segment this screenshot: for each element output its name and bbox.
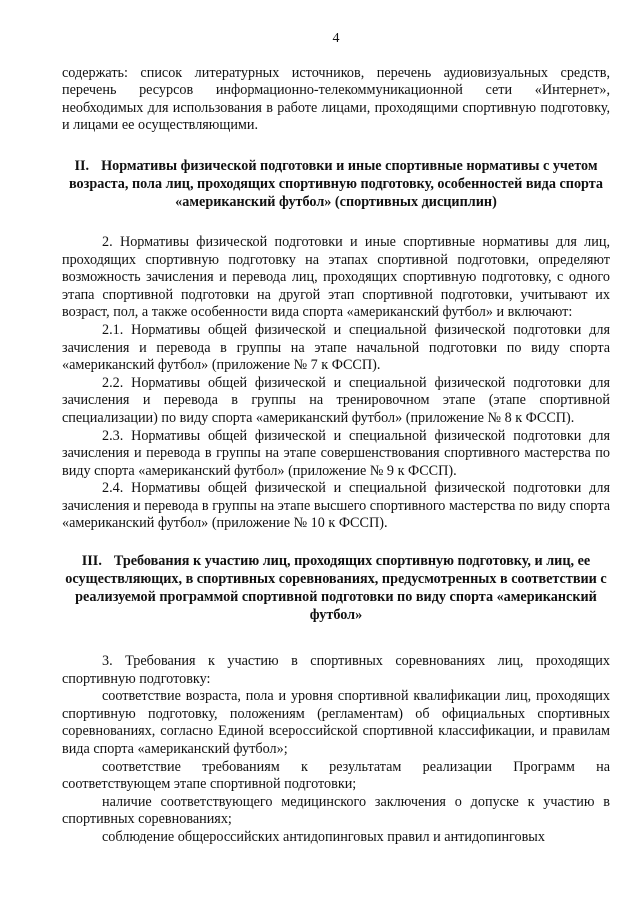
section-2-title: Нормативы физической подготовки и иные спортивные нормативы с учетом возраста, пола лиц, проходящих спортивную подготовку, особенностей вида спорта «американский футбол» (спортивных дисциплин) — [68, 157, 603, 210]
section-2-heading — [62, 157, 610, 211]
requirement-antidoping: соблюдение общероссийских антидопинговых правил и антидопинговых — [102, 829, 545, 845]
document-page — [62, 30, 610, 847]
section-3-heading — [62, 552, 610, 624]
paragraph-2-1: 2.1. Нормативы общей физической и специальной физической подготовки для зачисления и перевода в группы на этапе начальной подготовки по виду спорта «американский футбол» (приложение № 7 к ФССП). — [62, 321, 610, 374]
intro-paragraph: содержать: список литературных источников, перечень аудиовизуальных средств, перечень ресурсов информационно-телекоммуникационной сети «Интернет», необходимых для использования в работе лицами, проходящими спортивную подготовку, и лицами ее осуществляющими. — [62, 64, 610, 134]
paragraph-2-4: 2.4. Нормативы общей физической и специальной физической подготовки для зачисления и перевода в группы на этапе высшего спортивного мастерства по виду спорта «американский футбол» (приложение № 10 к ФССП). — [62, 480, 610, 532]
paragraph-2-2: 2.2. Нормативы общей физической и специальной физической подготовки для зачисления и перевода в группы на тренировочном этапе (этапе спортивной специализации) по виду спорта «американский футбол» (приложение № 8 к ФССП). — [62, 374, 610, 426]
requirement-program-results: соответствие требованиям к результатам реализации Программ на соответствующем этапе спортивной подготовки; — [62, 758, 610, 793]
page-number: 4 — [332, 31, 340, 46]
section-3-title: Требования к участию лиц, проходящих спортивную подготовку, и лиц, ее осуществляющих, в спортивных соревнованиях, предусмотренных в соответствии с реализуемой программой спортивной подготовки по виду спорта «американский футбол» — [65, 553, 607, 624]
paragraph-2: 2. Нормативы физической подготовки и иные спортивные нормативы для лиц, проходящих спортивную подготовку на этапах спортивной подготовки, определяют возможность зачисления и перевода лиц, проходящих спортивную подготовку, с одного этапа спортивной подготовки на другой этап спортивной подготовки, учитывают их возраст, пол, а также особенности вида спорта «американский футбол» и включают: — [62, 233, 610, 321]
paragraph-3: 3. Требования к участию в спортивных соревнованиях лиц, проходящих спортивную подготовку: — [62, 653, 610, 687]
requirement-medical-certificate: наличие соответствующего медицинского заключения о допуске к участию в спортивных соревнованиях; — [62, 793, 610, 828]
section-3-numeral: III. — [81, 553, 102, 570]
section-2-numeral: II. — [74, 157, 90, 174]
paragraph-2-3: 2.3. Нормативы общей физической и специальной физической подготовки для зачисления и перевода в группы на этапе совершенствования спортивного мастерства по виду спорта «американский футбол» (приложение № 9 к ФССП). — [62, 427, 610, 479]
requirement-age-sex-qualification: соответствие возраста, пола и уровня спортивной квалификации лиц, проходящих спортивную подготовку, положениям (регламентам) об официальных спортивных соревнованиях, согласно Единой всероссийской спортивной классификации, и правилам вида спорта «американский футбол»; — [62, 688, 610, 758]
